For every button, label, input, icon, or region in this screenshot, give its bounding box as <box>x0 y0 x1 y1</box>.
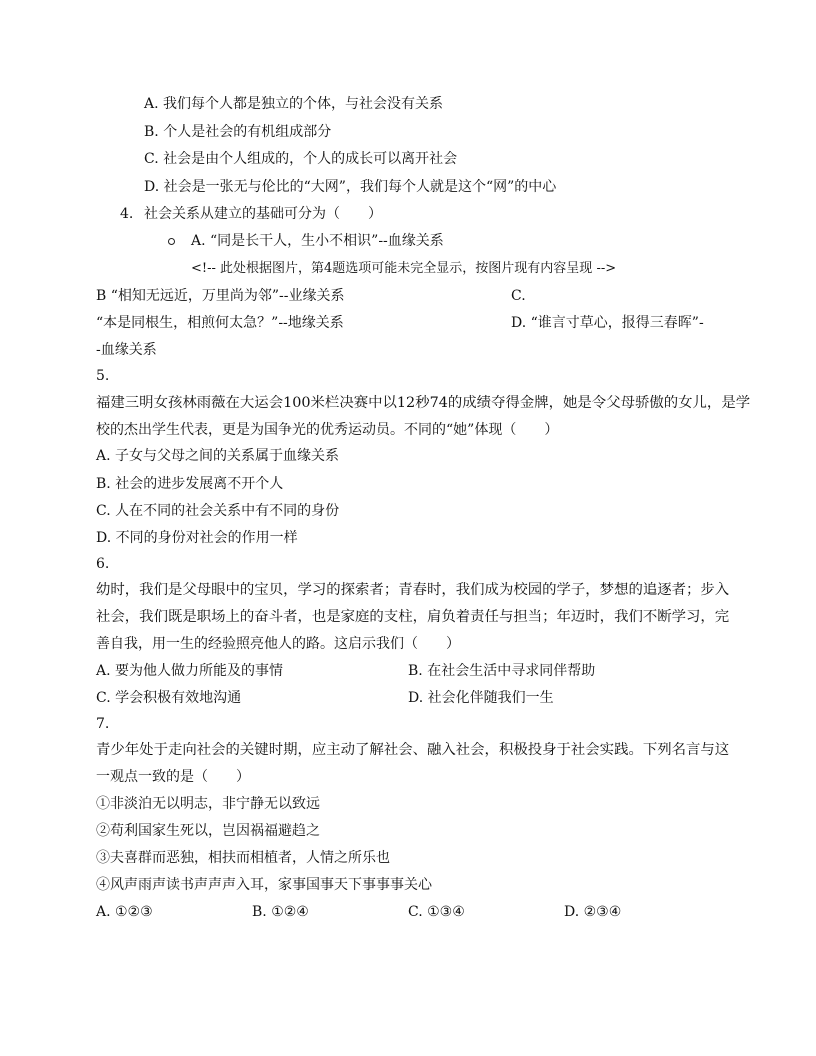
q7-stem-line1: 青少年处于走向社会的关键时期，应主动了解社会、融入社会，积极投身于社会实践。下列名言与这 <box>96 742 730 758</box>
q4-stem: 社会关系从建立的基础可分为（ ） <box>144 206 382 222</box>
q6-stem-line1: 幼时，我们是父母眼中的宝贝，学习的探索者；青春时，我们成为校园的学子，梦想的追逐者；步入 <box>96 582 730 598</box>
q7-item-2: ②苟利国家生死以，岂因祸福避趋之 <box>96 823 320 839</box>
q3-option-c: C. 社会是由个人组成的，个人的成长可以离开社会 <box>144 151 458 167</box>
q4-option-d-line2: -血缘关系 <box>96 342 157 358</box>
q5-option-b: B. 社会的进步发展离不开个人 <box>96 476 284 492</box>
q4-option-b: B “相知无远近，万里尚为邻”--业缘关系 <box>96 288 345 304</box>
q5-option-c: C. 人在不同的社会关系中有不同的身份 <box>96 503 340 519</box>
q6-stem-line3: 善自我，用一生的经验照亮他人的路。这启示我们（ ） <box>96 636 460 652</box>
q6-option-a: A. 要为他人做力所能及的事情 <box>96 663 284 679</box>
q3-option-a: A. 我们每个人都是独立的个体，与社会没有关系 <box>144 96 444 112</box>
q5-number: 5. <box>96 368 110 384</box>
q4-html-comment: <!-- 此处根据图片，第4题选项可能未完全显示，按图片现有内容呈现 --> <box>191 261 617 276</box>
q7-option-b: B. ①②④ <box>252 904 309 920</box>
q7-number: 7. <box>96 716 110 732</box>
q6-stem-line2: 社会，我们既是职场上的奋斗者，也是家庭的支柱，肩负着责任与担当；年迈时，我们不断学习，完 <box>96 609 730 625</box>
q6-number: 6. <box>96 556 110 572</box>
q7-item-3: ③夫喜群而恶独，相扶而相植者，人情之所乐也 <box>96 850 390 866</box>
q3-option-d: D. 社会是一张无与伦比的“大网”，我们每个人就是这个“网”的中心 <box>144 179 557 195</box>
q5-stem-line1: 福建三明女孩林雨薇在大运会100米栏决赛中以12秒74的成绩夺得金牌，她是令父母骄傲的女儿，是学 <box>96 395 751 411</box>
q6-option-d: D. 社会化伴随我们一生 <box>408 690 554 706</box>
q7-option-a: A. ①②③ <box>96 904 153 920</box>
q7-option-d: D. ②③④ <box>564 904 622 920</box>
bullet-circle-icon <box>168 238 175 245</box>
q5-option-a: A. 子女与父母之间的关系属于血缘关系 <box>96 448 340 464</box>
q4-option-c-label: C. <box>511 288 526 304</box>
q7-item-4: ④风声雨声读书声声声入耳，家事国事天下事事事关心 <box>96 877 432 893</box>
q4-option-c-text: “本是同根生，相煎何太急？”--地缘关系 <box>96 315 344 331</box>
q7-stem-line2: 一观点一致的是（ ） <box>96 769 250 785</box>
q6-option-b: B. 在社会生活中寻求同伴帮助 <box>408 663 596 679</box>
q5-stem-line2: 校的杰出学生代表，更是为国争光的优秀运动员。不同的“她”体现（ ） <box>96 422 559 438</box>
q7-item-1: ①非淡泊无以明志，非宁静无以致远 <box>96 796 320 812</box>
q4-option-a: A. “同是长干人，生小不相识”--血缘关系 <box>191 233 444 249</box>
q3-option-b: B. 个人是社会的有机组成部分 <box>144 124 332 140</box>
q5-option-d: D. 不同的身份对社会的作用一样 <box>96 530 298 546</box>
q4-number: 4. <box>120 206 134 222</box>
q7-option-c: C. ①③④ <box>408 904 465 920</box>
q6-option-c: C. 学会积极有效地沟通 <box>96 690 242 706</box>
q4-option-d-line1: D. “谁言寸草心，报得三春晖”- <box>511 315 704 331</box>
